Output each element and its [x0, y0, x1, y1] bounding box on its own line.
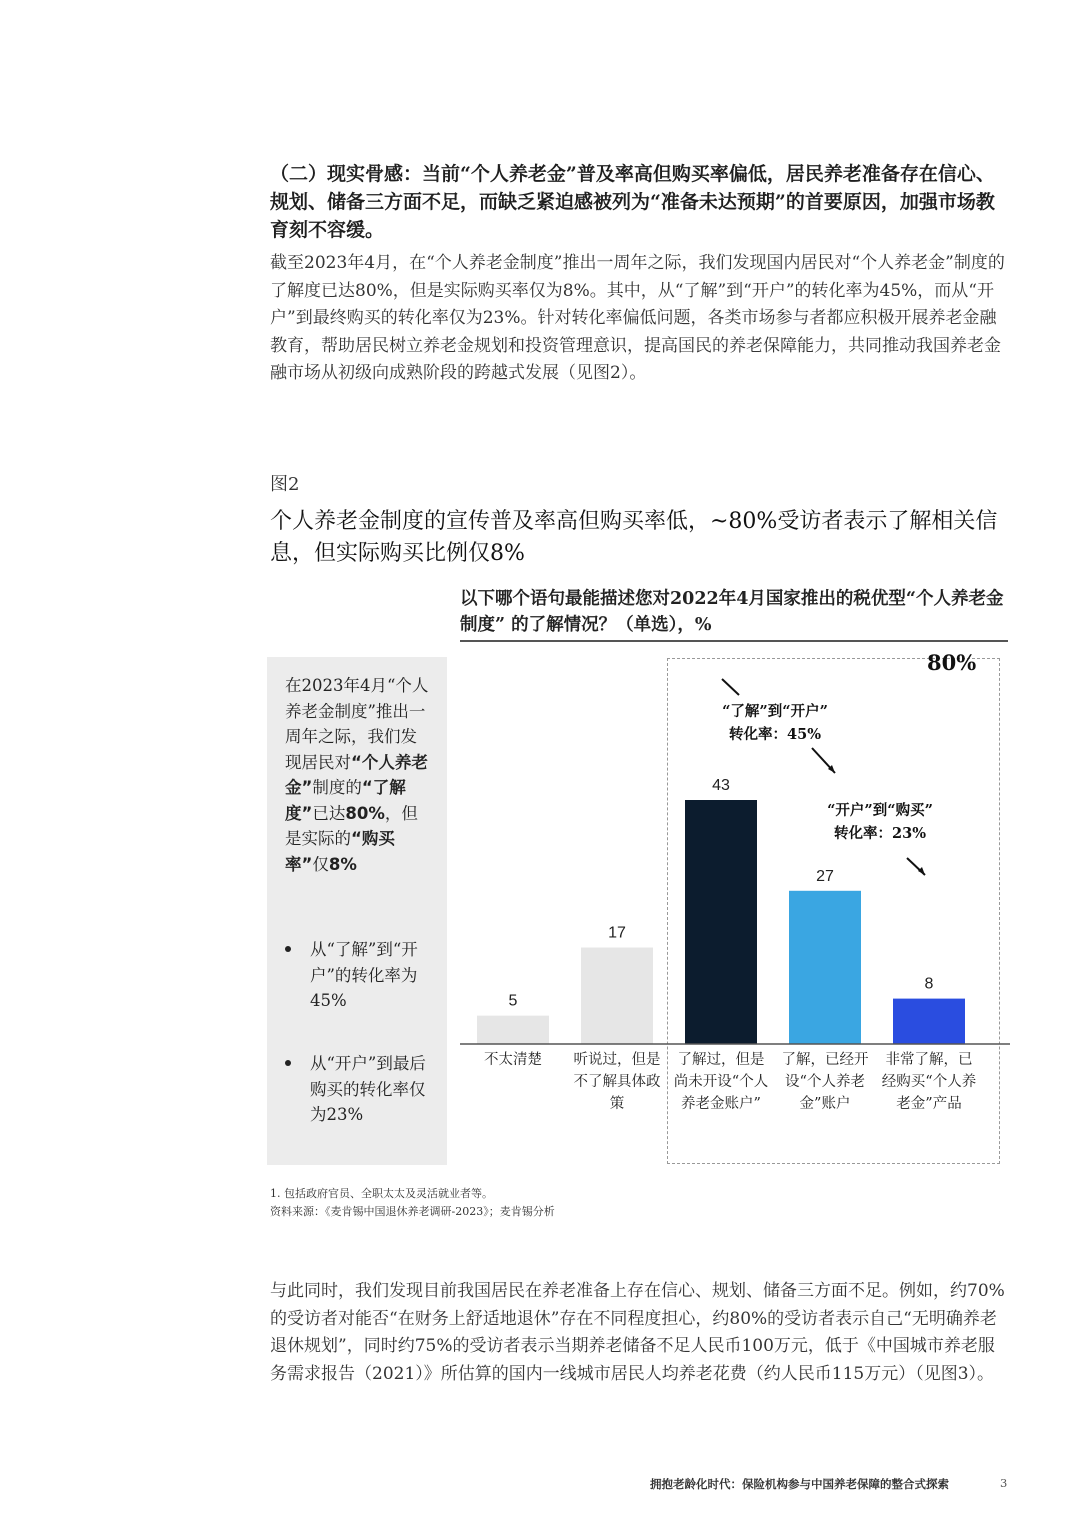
- bullet-dot: [285, 946, 291, 952]
- bar-value-label-1: 5: [508, 992, 518, 1010]
- page-number: 3: [1000, 1476, 1008, 1490]
- conversion-annotation-1: “了解”到“开户” 转化率：45%: [722, 703, 828, 743]
- footer-title: 拥抱老龄化时代：保险机构参与中国养老保障的整合式探索: [650, 1477, 949, 1491]
- figure-title: 个人养老金制度的宣传普及率高但购买率低，~80%受访者表示了解相关信息，但实际购买比例仅8%: [270, 509, 998, 566]
- x-label-3: 了解过，但是尚未开设“个人养老金账户”: [673, 1052, 769, 1112]
- bar-3: [685, 800, 757, 1044]
- conversion-annotation-2: “开户”到“购买” 转化率：23%: [827, 802, 933, 842]
- x-label-1: 不太清楚: [484, 1052, 542, 1068]
- bullet-dot: [285, 1060, 291, 1066]
- awareness-total-label: 80%: [927, 650, 977, 675]
- bar-value-label-2: 17: [608, 924, 626, 942]
- section-heading: （二）现实骨感：当前“个人养老金”普及率高但购买率偏低，居民养老准备存在信心、规划、储备三方面不足，而缺乏紧迫感被列为“准备未达预期”的首要原因，加强市场教育刻不容缓。: [270, 163, 995, 241]
- bar-5: [893, 999, 965, 1044]
- summary-bullet: 从“开户”到最后购买的转化率仅为23%: [285, 1051, 435, 1128]
- bar-1: [477, 1016, 549, 1044]
- bar-value-label-3: 43: [712, 777, 730, 794]
- bar-value-label-5: 8: [924, 975, 934, 993]
- x-label-2: 听说过，但是不了解具体政策: [573, 1052, 661, 1112]
- figure-label: 图2: [270, 474, 300, 495]
- question-divider: [460, 640, 1008, 642]
- bar-value-label-4: 27: [816, 867, 834, 885]
- survey-question: 以下哪个语句最能描述您对2022年4月国家推出的税优型“个人养老金制度” 的了解情况？（单选），%: [460, 589, 1004, 635]
- bar-4: [789, 891, 861, 1044]
- closing-paragraph: 与此同时，我们发现目前我国居民在养老准备上存在信心、规划、储备三方面不足。例如，约70%的受访者对能否“在财务上舒适地退休”存在不同程度担心，约80%的受访者表示自己“无明确养老退休规划”，同时约75%的受访者表示当期养老储备不足人民币100万元，低于《中国城市养老服务需求报告（2021）》所估算的国内一线城市居民人均养老花费（约人民币115万元）（见图3）。: [270, 1281, 1005, 1384]
- x-label-5: 非常了解，已经购买“个人养老金”产品: [881, 1052, 977, 1112]
- summary-bullet: 从“了解”到“开户”的转化率为45%: [285, 937, 435, 1014]
- intro-paragraph: 截至2023年4月，在“个人养老金制度”推出一周年之际，我们发现国内居民对“个人养老金”制度的了解度已达80%，但是实际购买率仅为8%。其中，从“了解”到“开户”的转化率为45%，而从“开户”到最终购买的转化率仅为23%。针对转化率偏低问题，各类市场参与者都应积极开展养老金融教育，帮助居民树立养老金规划和投资管理意识，提高国民的养老保障能力，共同推动我国养老金融市场从初级向成熟阶段的跨越式发展（见图2）。: [270, 253, 1005, 383]
- bar-2: [581, 948, 653, 1044]
- summary-text: 在2023年4月“个人养老金制度”推出一周年之际，我们发现居民对“个人养老金”制度的“了解度”已达80%，但是实际的“购买率”仅8%: [285, 676, 429, 874]
- figure-footnote: 1. 包括政府官员、全职太太及灵活就业者等。 资料来源：《麦肯锡中国退休养老调研-2023》；麦肯锡分析: [270, 1187, 555, 1218]
- x-label-4: 了解，已经开设“个人养老金”账户: [781, 1052, 869, 1112]
- arrow-1: [722, 679, 739, 695]
